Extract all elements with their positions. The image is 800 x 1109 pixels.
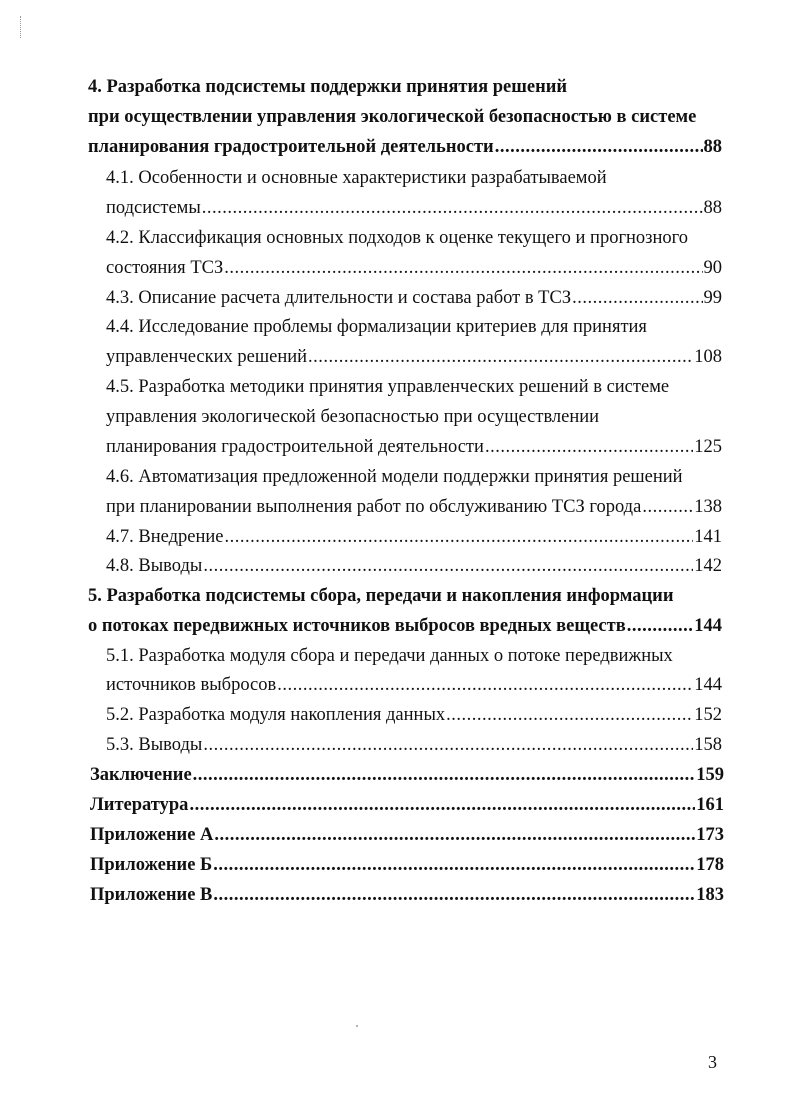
toc-4-6-line2: при планировании выполнения работ по обслуживанию ТСЗ города <box>106 497 642 517</box>
toc-4-5-page: 125 <box>694 437 722 457</box>
toc-conclusion-entry[interactable] <box>90 761 724 789</box>
toc-4-1-line1[interactable]: 4.1. Особенности и основные характеристики разрабатываемой <box>106 168 607 188</box>
toc-chapter5-line1[interactable]: 5. Разработка подсистемы сбора, передачи и накопления информации <box>88 586 674 606</box>
toc-4-6-entry[interactable] <box>106 493 722 521</box>
toc-chapter4-page: 88 <box>703 137 722 157</box>
toc-5-2-page: 152 <box>694 705 722 725</box>
page-number: 3 <box>708 1052 717 1072</box>
toc-5-1-entry[interactable] <box>106 671 722 699</box>
toc-appendix-a-entry[interactable] <box>90 821 724 849</box>
toc-4-7-line1: 4.7. Внедрение <box>106 527 224 547</box>
dot-leader <box>213 851 695 879</box>
toc-4-1-entry[interactable] <box>106 194 722 222</box>
toc-4-2-page: 90 <box>703 258 722 278</box>
dot-leader <box>214 821 695 849</box>
toc-conclusion-page: 159 <box>696 765 724 785</box>
toc-5-3-entry[interactable] <box>106 731 722 759</box>
toc-5-3-line1: 5.3. Выводы <box>106 735 203 755</box>
toc-4-5-line3: планирования градостроительной деятельности <box>106 437 484 457</box>
toc-appendix-v-label: Приложение В <box>90 885 213 905</box>
dot-leader <box>627 612 694 640</box>
dot-leader <box>213 881 695 909</box>
toc-appendix-v-entry[interactable] <box>90 881 724 909</box>
dot-leader <box>277 671 693 699</box>
toc-chapter5-entry[interactable] <box>88 612 722 640</box>
toc-4-1-line2: подсистемы <box>106 198 201 218</box>
toc-5-1-line2: источников выбросов <box>106 675 277 695</box>
dot-leader <box>495 133 703 161</box>
toc-4-3-line1: 4.3. Описание расчета длительности и состава работ в ТСЗ <box>106 288 572 308</box>
toc-4-4-line2: управленческих решений <box>106 347 308 367</box>
toc-4-2-line1[interactable]: 4.2. Классификация основных подходов к оценке текущего и прогнозного <box>106 228 689 248</box>
toc-appendix-a-label: Приложение А <box>90 825 214 845</box>
toc-4-8-entry[interactable] <box>106 552 722 580</box>
dot-leader <box>485 433 693 461</box>
toc-chapter5-line2: о потоках передвижных источников выбросов вредных веществ <box>88 616 626 636</box>
toc-4-7-entry[interactable] <box>106 523 722 551</box>
toc-literature-entry[interactable] <box>90 791 724 819</box>
toc-4-2-line2: состояния ТСЗ <box>106 258 224 278</box>
dot-leader <box>203 552 693 580</box>
toc-4-5-line1[interactable]: 4.5. Разработка методики принятия управленческих решений в системе <box>106 377 670 397</box>
toc-chapter4-line2[interactable]: при осуществлении управления экологической безопасностью в системе <box>88 107 697 127</box>
toc-4-2-entry[interactable] <box>106 254 722 282</box>
toc-chapter4-entry[interactable] <box>88 133 722 161</box>
toc-chapter4-line1[interactable]: 4. Разработка подсистемы поддержки принятия решений <box>88 77 568 97</box>
toc-4-4-page: 108 <box>694 347 722 367</box>
dot-leader <box>193 761 696 789</box>
toc-appendix-b-page: 178 <box>696 855 724 875</box>
toc-4-6-page: 138 <box>694 497 722 517</box>
toc-appendix-v-page: 183 <box>696 885 724 905</box>
toc-appendix-a-page: 173 <box>696 825 724 845</box>
toc-chapter5-page: 144 <box>694 616 722 636</box>
dot-leader <box>572 284 702 312</box>
toc-5-3-page: 158 <box>694 735 722 755</box>
toc-literature-label: Литература <box>90 795 189 815</box>
toc-4-3-entry[interactable] <box>106 284 722 312</box>
toc-4-7-page: 141 <box>694 527 722 547</box>
toc-4-8-line1: 4.8. Выводы <box>106 556 203 576</box>
dot-leader <box>224 254 702 282</box>
toc-4-4-line1[interactable]: 4.4. Исследование проблемы формализации критериев для принятия <box>106 317 647 337</box>
toc-4-3-page: 99 <box>703 288 722 308</box>
toc-5-2-entry[interactable] <box>106 701 722 729</box>
toc-appendix-b-label: Приложение Б <box>90 855 213 875</box>
dot-leader <box>202 194 703 222</box>
toc-conclusion-label: Заключение <box>90 765 192 785</box>
toc-4-1-page: 88 <box>703 198 722 218</box>
toc-5-1-page: 144 <box>694 675 722 695</box>
toc-4-8-page: 142 <box>694 556 722 576</box>
toc-5-2-line1: 5.2. Разработка модуля накопления данных <box>106 705 446 725</box>
dot-leader <box>642 493 693 521</box>
dot-leader <box>446 701 693 729</box>
toc-4-6-line1[interactable]: 4.6. Автоматизация предложенной модели поддержки принятия решений <box>106 467 683 487</box>
toc-5-1-line1[interactable]: 5.1. Разработка модуля сбора и передачи данных о потоке передвижных <box>106 646 673 666</box>
toc-4-5-line2[interactable]: управления экологической безопасностью при осуществлении <box>106 407 600 427</box>
toc-4-4-entry[interactable] <box>106 343 722 371</box>
toc-4-5-entry[interactable] <box>106 433 722 461</box>
dot-leader <box>189 791 695 819</box>
dot-leader <box>203 731 693 759</box>
dot-leader <box>224 523 693 551</box>
toc-literature-page: 161 <box>696 795 724 815</box>
toc-chapter4-line3: планирования градостроительной деятельности <box>88 137 494 157</box>
toc-appendix-b-entry[interactable] <box>90 851 724 879</box>
dot-leader <box>308 343 693 371</box>
